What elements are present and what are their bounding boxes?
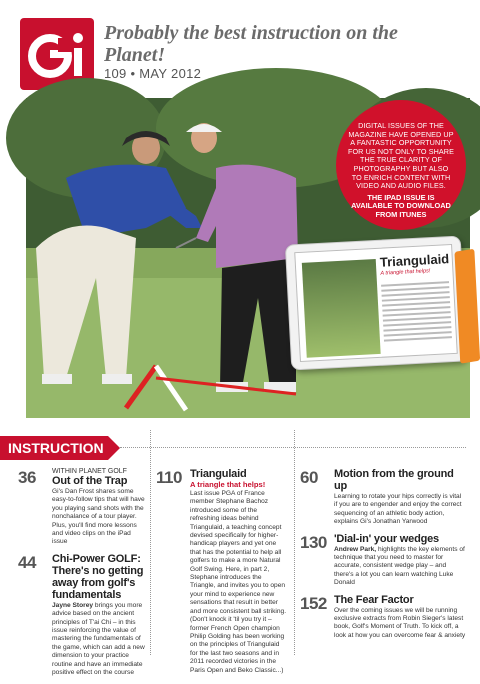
toc-item[interactable] xyxy=(18,468,146,547)
ipad-promo-badge xyxy=(336,100,466,230)
promo-cta: THE IPAD ISSUE IS AVAILABLE TO DOWNLOAD FROM ITUNES xyxy=(351,192,451,219)
page-number: 130 xyxy=(300,532,327,552)
column-left xyxy=(18,468,146,684)
item-title: The Fear Factor xyxy=(334,593,414,606)
page-number: 44 xyxy=(18,552,36,572)
item-description: Over the coming issues we will be running exclusive extracts from Robin Sieger's latest book, Golf's Moment of Truth. To kick off, a look at how you can overcome fear & anxiety xyxy=(334,606,466,639)
page-number: 152 xyxy=(300,593,327,613)
ipad-text-lines xyxy=(381,281,452,344)
toc-item[interactable] xyxy=(300,533,466,588)
ipad-screen-photo xyxy=(302,259,381,358)
item-description: Andrew Park, highlights the key elements of technique that you need to master for accurate, consistent wedge play – and there's a lot you can learn watching Luke Donald xyxy=(334,545,465,587)
item-title: 'Dial-in' your wedges xyxy=(334,532,439,545)
column-right xyxy=(300,468,466,646)
ipad-screen xyxy=(294,244,458,362)
item-description: Gi's Dan Frost shares some easy-to-follow tips that will have you playing sand shots with the nonchalance of a tour player. Plus, you'll find more lessons and video clips on the iPad issue xyxy=(52,488,145,546)
column-divider xyxy=(294,430,295,655)
section-bar xyxy=(0,436,470,460)
toc-item[interactable] xyxy=(18,553,146,678)
item-title: Chi-Power GOLF: There's no getting away from golf's fundamentals xyxy=(52,552,144,601)
item-description: Learning to rotate your hips correctly is vital if you are to engender and enjoy the correct sequencing of an athletic body action, explains Gi's Jonathan Yarwood xyxy=(334,493,462,526)
toc-item[interactable] xyxy=(300,594,466,641)
item-kicker: WITHIN PLANET GOLF xyxy=(52,468,127,475)
ipad-article-title: Triangulaid xyxy=(379,251,450,270)
toc-item[interactable] xyxy=(300,468,466,527)
issue-date: 109 • MAY 2012 xyxy=(104,66,202,81)
column-divider xyxy=(150,430,151,655)
item-description: Jayne Storey brings you more advice based on the ancient principles of T'ai Chi – in this issue reinforcing the value of mastering the fundamentals of the game, which can add a new dimension to your practice routine and have an immediate positive effect on the course xyxy=(52,601,145,677)
item-description: Last issue PGA of France member Stephane Bachoz introduced some of the refreshing ideas behind Triangulaid, a teaching concept devised specifically for higher-handicap players and yet one that has the potential to help all golfers to make a more Natural Golf Swing. Here, in part 2, Stephane introduces the Triangle, and invites you to open your mind to experience new sensations that result in better and more consistent ball striking. (Don't knock it 'til you try it – former French Open champion Philip Golding has been working on the principles of Triangulaid for the last two seasons and in 2011 recorded victories in the Paris Open and Beko Classic...) xyxy=(190,490,287,674)
item-title: Triangulaid xyxy=(190,468,247,480)
page-number: 36 xyxy=(18,468,36,487)
column-middle xyxy=(156,468,288,681)
item-author: Andrew Park, xyxy=(334,545,377,553)
promo-text: DIGITAL ISSUES OF THE MAGAZINE HAVE OPENED UP A FANTASTIC OPPORTUNITY FOR US NOT ONLY TO SHARE THE TRUE CLARITY OF PHOTOGRAPHY BUT ALSO TO ENRICH CONTENT WITH VIDEO AND AUDIO FILES. xyxy=(348,121,454,191)
toc-item[interactable] xyxy=(156,468,288,675)
item-subtitle: A triangle that helps! xyxy=(190,480,266,489)
ipad-smart-cover xyxy=(454,249,480,364)
page-number: 110 xyxy=(156,468,182,487)
section-label: INSTRUCTION xyxy=(0,436,108,460)
item-title: Motion from the ground up xyxy=(334,468,454,492)
ipad-image xyxy=(285,235,467,370)
item-author: Jayne Storey xyxy=(52,601,94,609)
page-tagline: Probably the best instruction on the Planet! xyxy=(104,22,398,66)
ipad-article-subtitle: A triangle that helps! xyxy=(380,268,431,277)
page-number: 60 xyxy=(300,468,318,487)
item-title: Out of the Trap xyxy=(52,475,128,487)
section-rule xyxy=(120,447,466,448)
